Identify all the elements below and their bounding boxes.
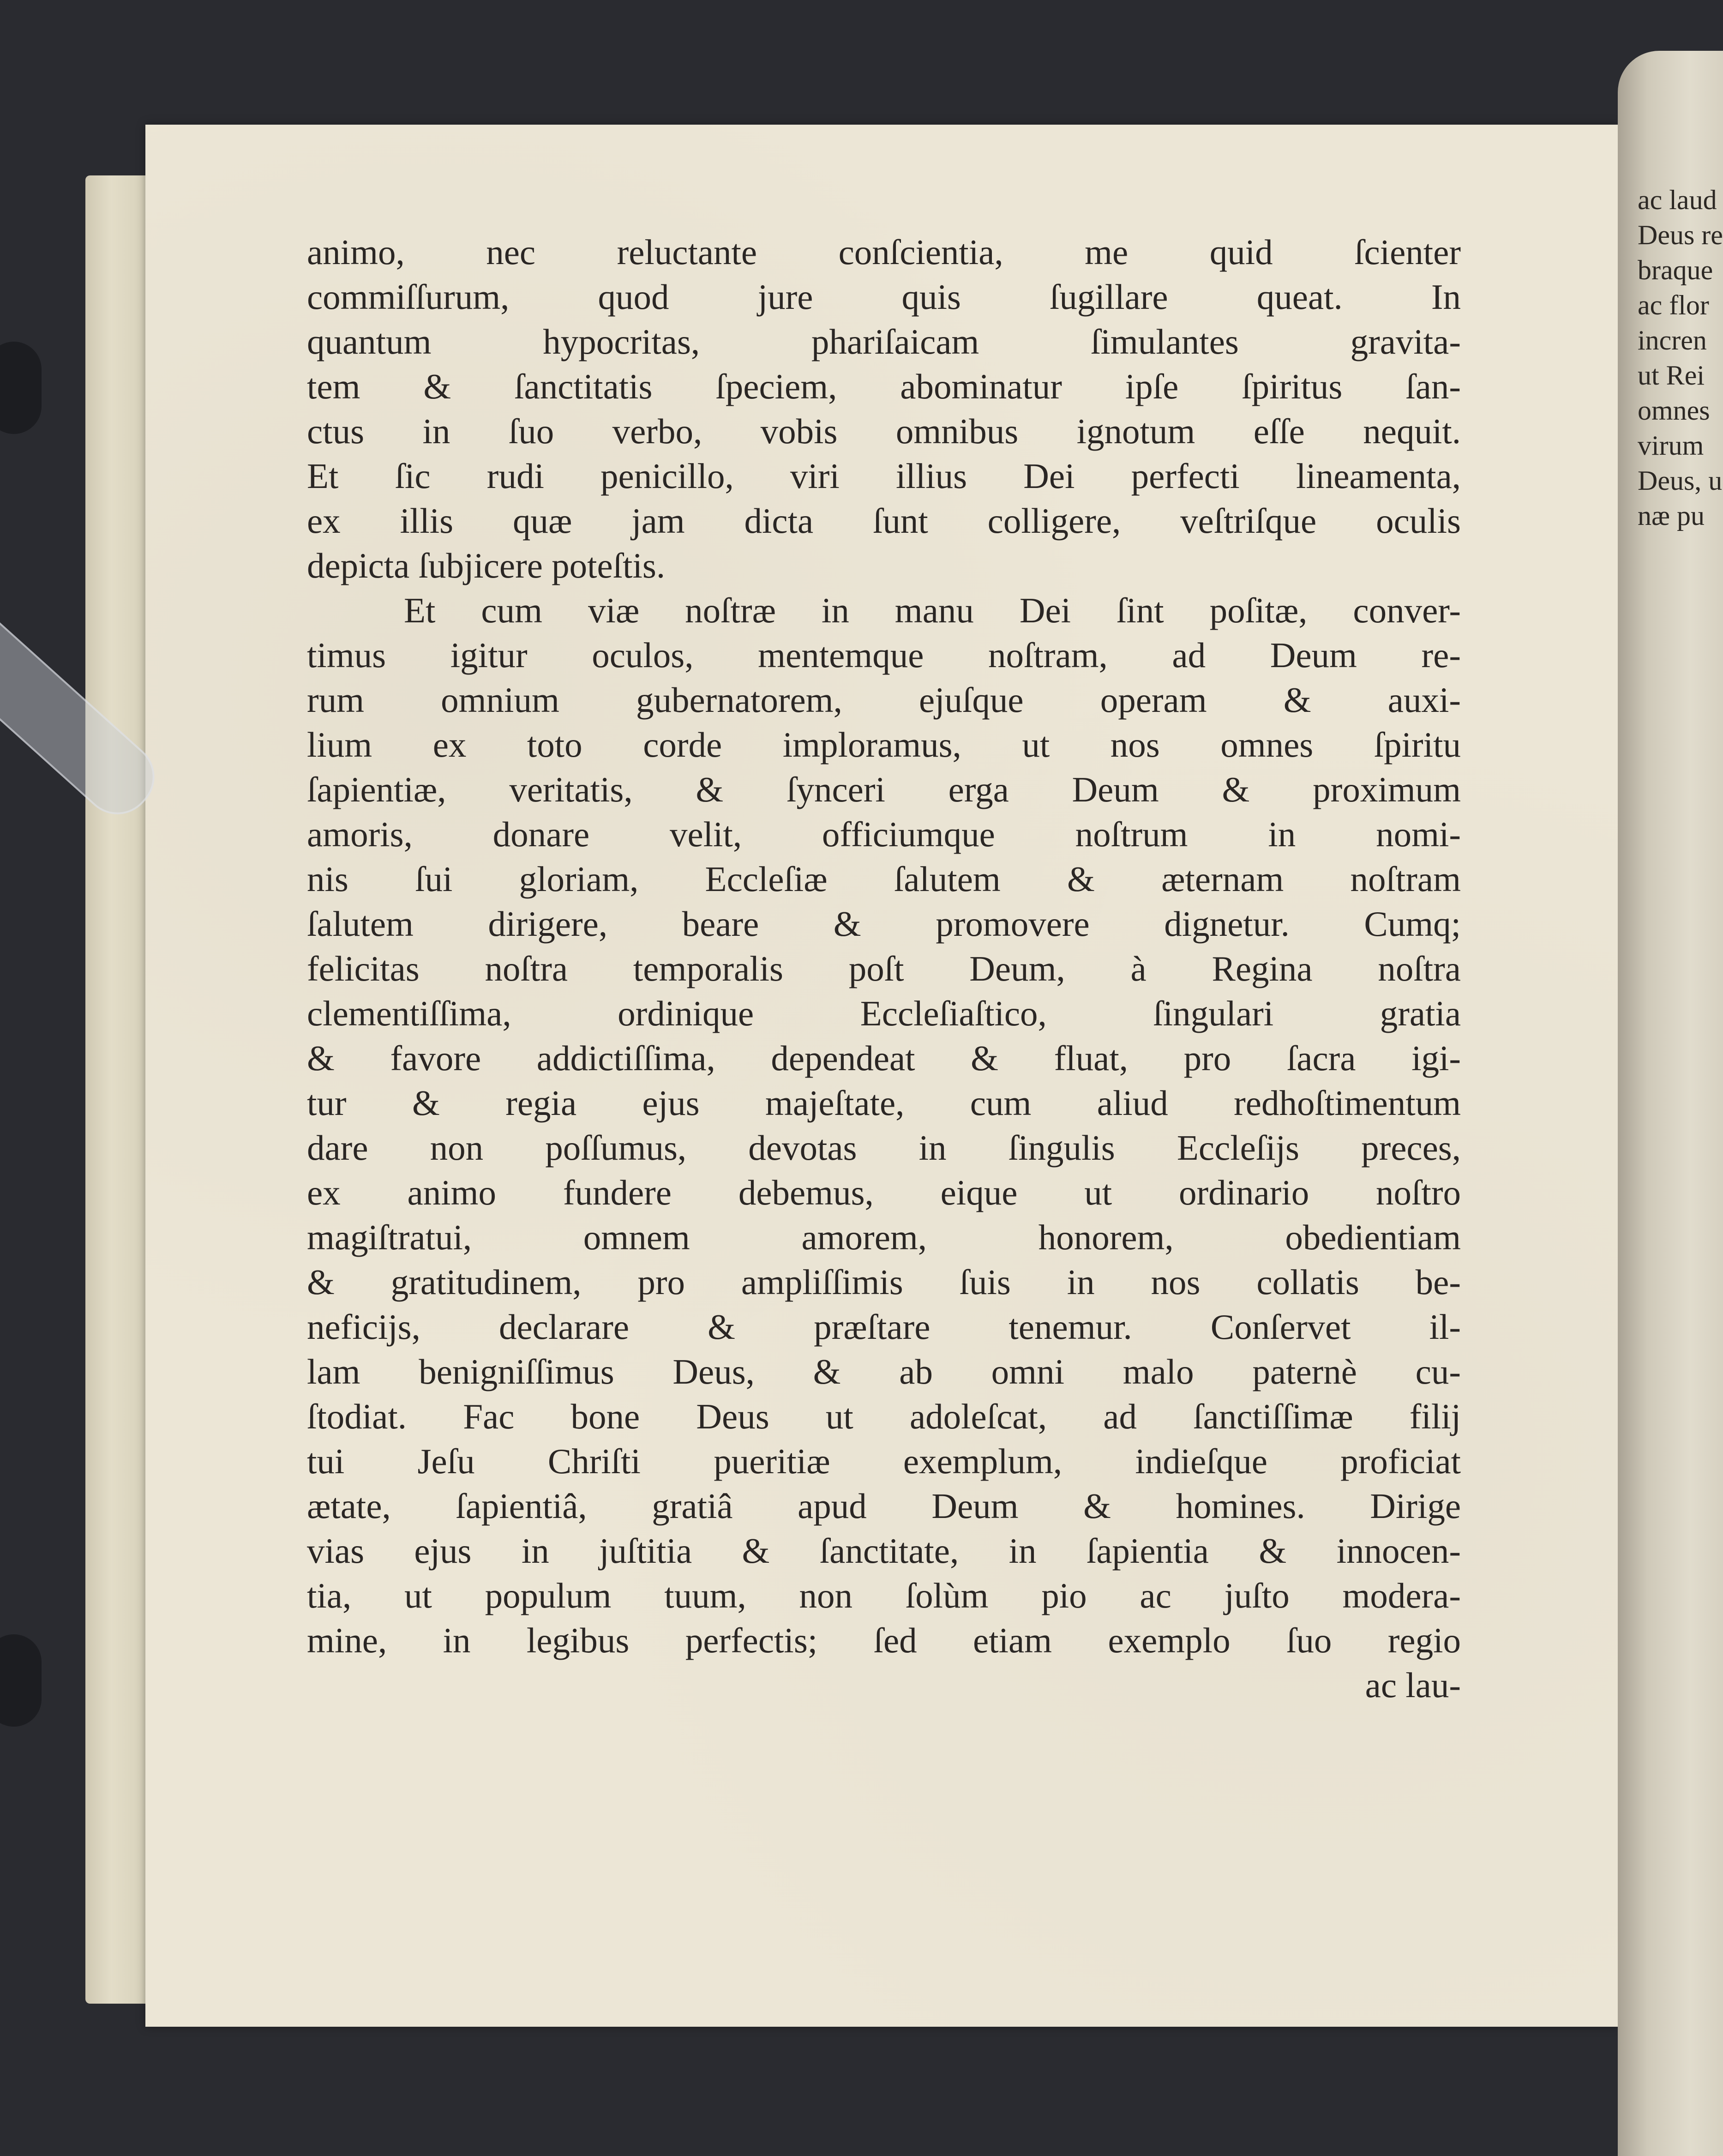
text-line: dare non poſſumus, devotas in ſingulis Eccleſijs preces, — [307, 1128, 1461, 1168]
next-page-line: omnes — [1638, 395, 1710, 426]
next-page-line: ac flor — [1638, 290, 1709, 320]
text-line: tui Jeſu Chriſti pueritiæ exemplum, indieſque proficiat — [307, 1441, 1461, 1481]
text-line: ctus in ſuo verbo, vobis omnibus ignotum eſſe nequit. — [307, 411, 1461, 451]
text-line: mine, in legibus perfectis; ſed etiam exemplo ſuo regio — [307, 1620, 1461, 1660]
next-page-line: ut Rei — [1638, 360, 1705, 391]
catchword: ac lau- — [1365, 1665, 1461, 1705]
text-line: depicta ſubjicere poteſtis. — [307, 546, 666, 585]
text-line: vias ejus in juſtitia & ſanctitate, in ſapientia & innocen- — [307, 1531, 1461, 1571]
text-line: ſalutem dirigere, beare & promovere dignetur. Cumq; — [307, 904, 1461, 944]
page-text-block — [307, 230, 1461, 1708]
text-line: timus igitur oculos, mentemque noſtram, ad Deum re- — [307, 635, 1461, 675]
text-line: & favore addictiſſima, dependeat & fluat, pro ſacra igi- — [307, 1038, 1461, 1078]
text-line: ætate, ſapientiâ, gratiâ apud Deum & homines. Dirige — [307, 1486, 1461, 1526]
page-clip-bottom — [0, 1634, 42, 1727]
text-line: felicitas noſtra temporalis poſt Deum, à Regina noſtra — [307, 949, 1461, 988]
text-line: magiſtratui, omnem amorem, honorem, obedientiam — [307, 1217, 1461, 1257]
text-line: quantum hypocritas, phariſaicam ſimulantes gravita- — [307, 322, 1461, 361]
text-line: Et ſic rudi penicillo, viri illius Dei perfecti lineamenta, — [307, 456, 1461, 496]
text-line: neficijs, declarare & præſtare tenemur. Conſervet il- — [307, 1307, 1461, 1347]
text-line: ex animo fundere debemus, eique ut ordinario noſtro — [307, 1173, 1461, 1212]
text-line: clementiſſima, ordinique Eccleſiaſtico, ſingulari gratia — [307, 994, 1461, 1033]
text-line: rum omnium gubernatorem, ejuſque operam & auxi- — [307, 680, 1461, 720]
next-page-line: braque — [1638, 255, 1713, 285]
text-line: amoris, donare velit, officiumque noſtrum in nomi- — [307, 814, 1461, 854]
text-line: ſtodiat. Fac bone Deus ut adoleſcat, ad ſanctiſſimæ filij — [307, 1397, 1461, 1436]
text-line: Et cum viæ noſtræ in manu Dei ſint poſitæ, conver- — [404, 590, 1461, 630]
next-page-line: Deus, u — [1638, 465, 1723, 496]
text-line: tia, ut populum tuum, non ſolùm pio ac juſto modera- — [307, 1576, 1461, 1615]
book-binding-edge — [85, 175, 150, 2004]
text-line: lam benigniſſimus Deus, & ab omni malo paternè cu- — [307, 1352, 1461, 1391]
text-line: ex illis quæ jam dicta ſunt colligere, veſtriſque oculis — [307, 501, 1461, 541]
next-page-line: incren — [1638, 325, 1707, 355]
next-page-line: næ pu — [1638, 500, 1705, 531]
next-page-line: Deus re — [1638, 220, 1723, 250]
text-line: & gratitudinem, pro ampliſſimis ſuis in nos collatis be- — [307, 1262, 1461, 1302]
next-page-text-fragment — [1638, 182, 1723, 533]
page-clip-top — [0, 342, 42, 434]
text-line: animo, nec reluctante conſcientia, me quid ſcienter — [307, 232, 1461, 272]
text-line: tur & regia ejus majeſtate, cum aliud redhoſtimentum — [307, 1083, 1461, 1123]
next-page-line: ac laud — [1638, 185, 1717, 215]
next-page-line: virum — [1638, 430, 1704, 461]
text-line: commiſſurum, quod jure quis ſugillare queat. In — [307, 277, 1461, 317]
text-line: tem & ſanctitatis ſpeciem, abominatur ipſe ſpiritus ſan- — [307, 367, 1461, 406]
text-line: ſapientiæ, veritatis, & ſynceri erga Deum & proximum — [307, 770, 1461, 809]
text-line: lium ex toto corde imploramus, ut nos omnes ſpiritu — [307, 725, 1461, 765]
text-line: nis ſui gloriam, Eccleſiæ ſalutem & æternam noſtram — [307, 859, 1461, 899]
